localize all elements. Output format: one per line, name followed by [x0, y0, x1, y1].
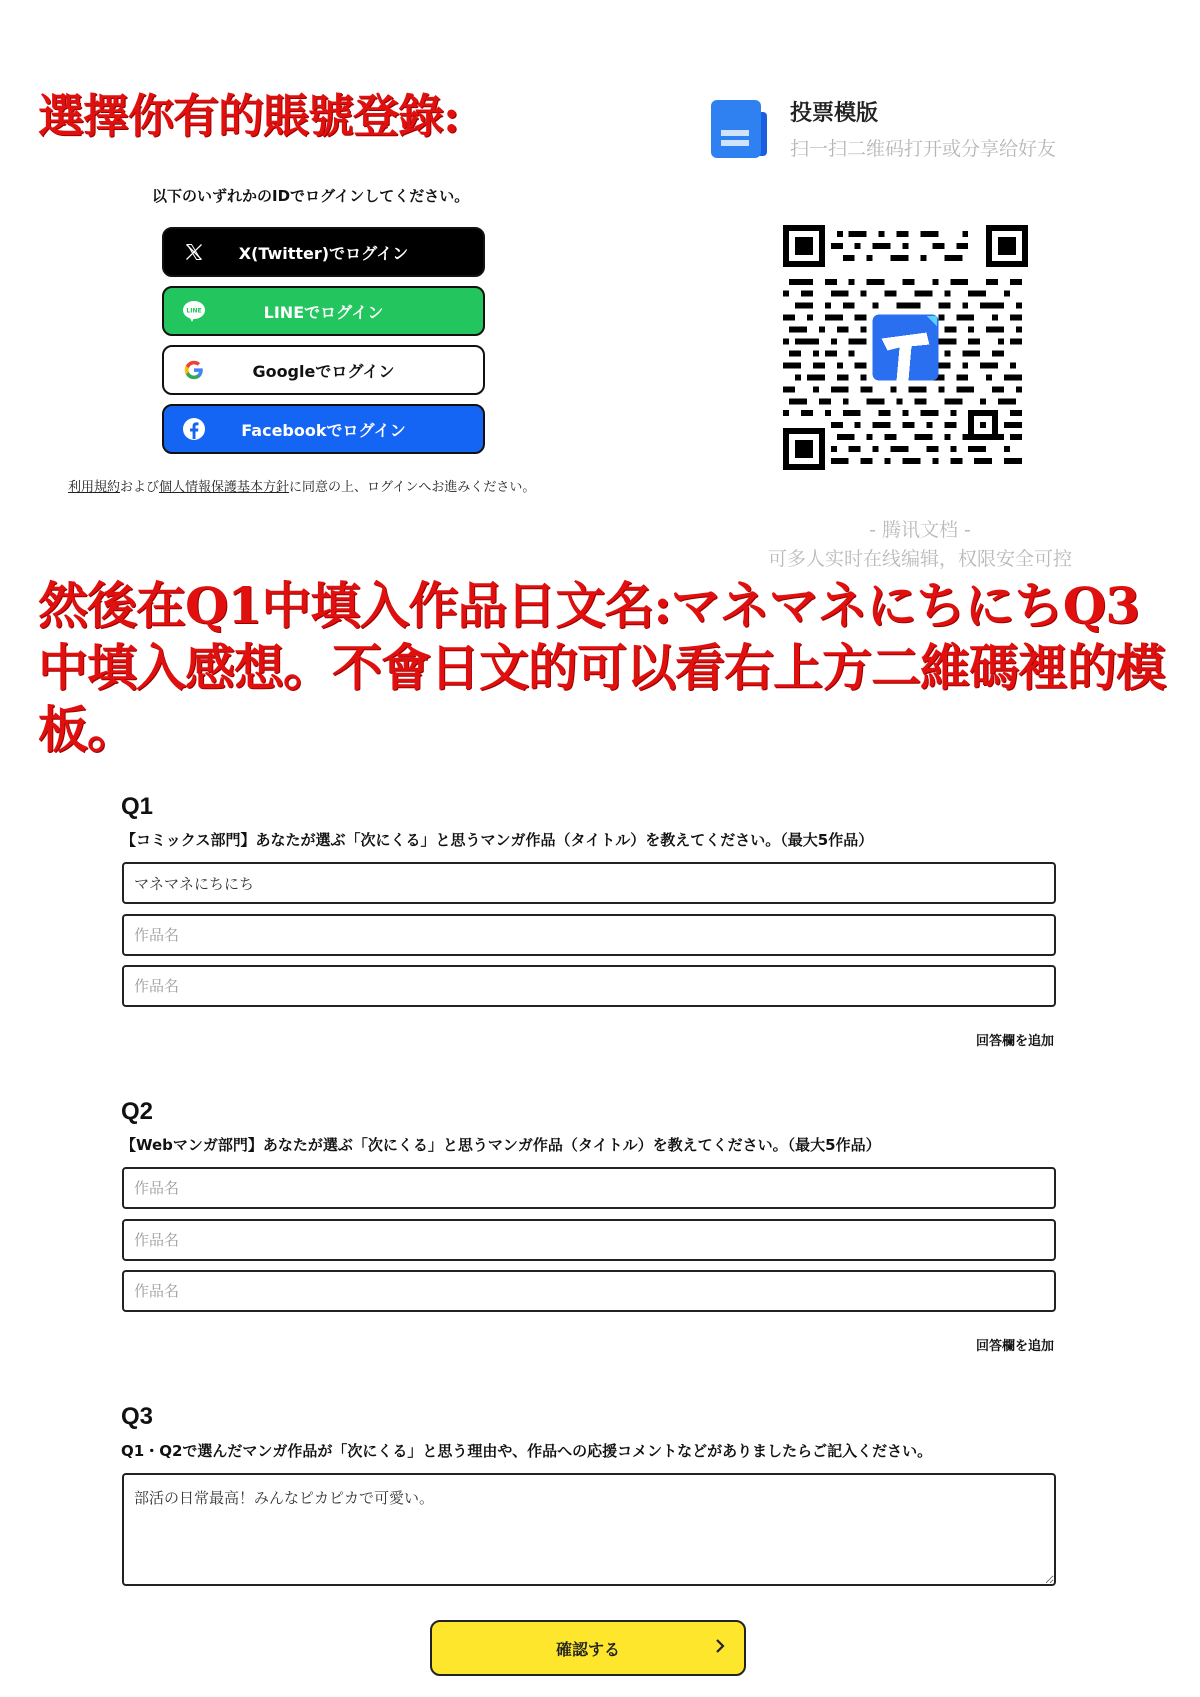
q1-title: Q1	[121, 793, 154, 820]
q2-title: Q2	[121, 1098, 154, 1125]
q2-answer-input-3[interactable]	[122, 1270, 1056, 1312]
facebook-logo-icon	[182, 417, 206, 441]
q1-description: 【コミックス部門】あなたが選ぶ「次にくる」と思うマンガ作品（タイトル）を教えてください。（最大5作品）	[121, 831, 874, 849]
q2-answer-input-1[interactable]	[122, 1167, 1056, 1209]
instruction-heading-fill: 然後在Q1中填入作品日文名:マネマネにちにちQ3中填入感想。不會日文的可以看右上方二維碼裡的模板。	[38, 576, 1165, 759]
q2-description: 【Webマンガ部門】あなたが選ぶ「次にくる」と思うマンガ作品（タイトル）を教えてください。（最大5作品）	[121, 1136, 881, 1154]
svg-text:LINE: LINE	[186, 307, 202, 315]
q1-answer-input-1[interactable]	[122, 862, 1056, 904]
login-line-button[interactable]	[162, 286, 485, 336]
login-facebook-label: Facebookでログイン	[241, 420, 406, 440]
q1-answer-input-2[interactable]	[122, 914, 1056, 956]
login-x-label: X(Twitter)でログイン	[238, 243, 409, 263]
login-google-label: Googleでログイン	[252, 361, 395, 381]
q3-title: Q3	[121, 1403, 154, 1430]
login-facebook-button[interactable]	[162, 404, 485, 454]
qr-card-title: 投票模版	[790, 101, 879, 126]
instruction-heading-login: 選擇你有的賬號登錄:	[38, 89, 459, 143]
terms-of-use-link[interactable]: 利用規約	[68, 480, 121, 495]
q3-description: Q1・Q2で選んだマンガ作品が「次にくる」と思う理由や、作品への応援コメントなどがありましたらご記入ください。	[121, 1442, 933, 1460]
line-logo-icon	[182, 299, 206, 323]
google-logo-icon	[182, 358, 206, 382]
terms-text-end: に同意の上、ログインへお進みください。	[289, 480, 536, 495]
tencent-doc-icon	[711, 100, 769, 162]
x-logo-icon	[182, 240, 206, 264]
q2-answer-input-2[interactable]	[122, 1219, 1056, 1261]
chevron-right-icon	[714, 1638, 726, 1658]
login-instruction: 以下のいずれかのIDでログインしてください。	[152, 187, 470, 205]
login-google-button[interactable]	[162, 345, 485, 395]
q1-answer-input-3[interactable]	[122, 965, 1056, 1007]
login-x-twitter-button[interactable]	[162, 227, 485, 277]
confirm-label: 確認する	[555, 1639, 620, 1659]
terms-text: および	[120, 480, 160, 495]
q3-comment-textarea[interactable]	[122, 1473, 1056, 1586]
q2-add-answer-button[interactable]: 回答欄を追加	[975, 1339, 1054, 1354]
tencent-docs-description: 可多人实时在线编辑，权限安全可控	[767, 548, 1072, 570]
qr-card-subtitle: 扫一扫二维码打开或分享给好友	[790, 138, 1057, 160]
terms-notice	[68, 476, 535, 495]
confirm-button[interactable]	[430, 1620, 746, 1676]
privacy-policy-link[interactable]: 個人情報保護基本方針	[159, 480, 290, 495]
qr-code[interactable]	[783, 225, 1028, 470]
q1-add-answer-button[interactable]: 回答欄を追加	[975, 1034, 1054, 1049]
tencent-docs-brand: - 腾讯文档 -	[869, 519, 971, 541]
login-line-label: LINEでログイン	[263, 302, 384, 322]
